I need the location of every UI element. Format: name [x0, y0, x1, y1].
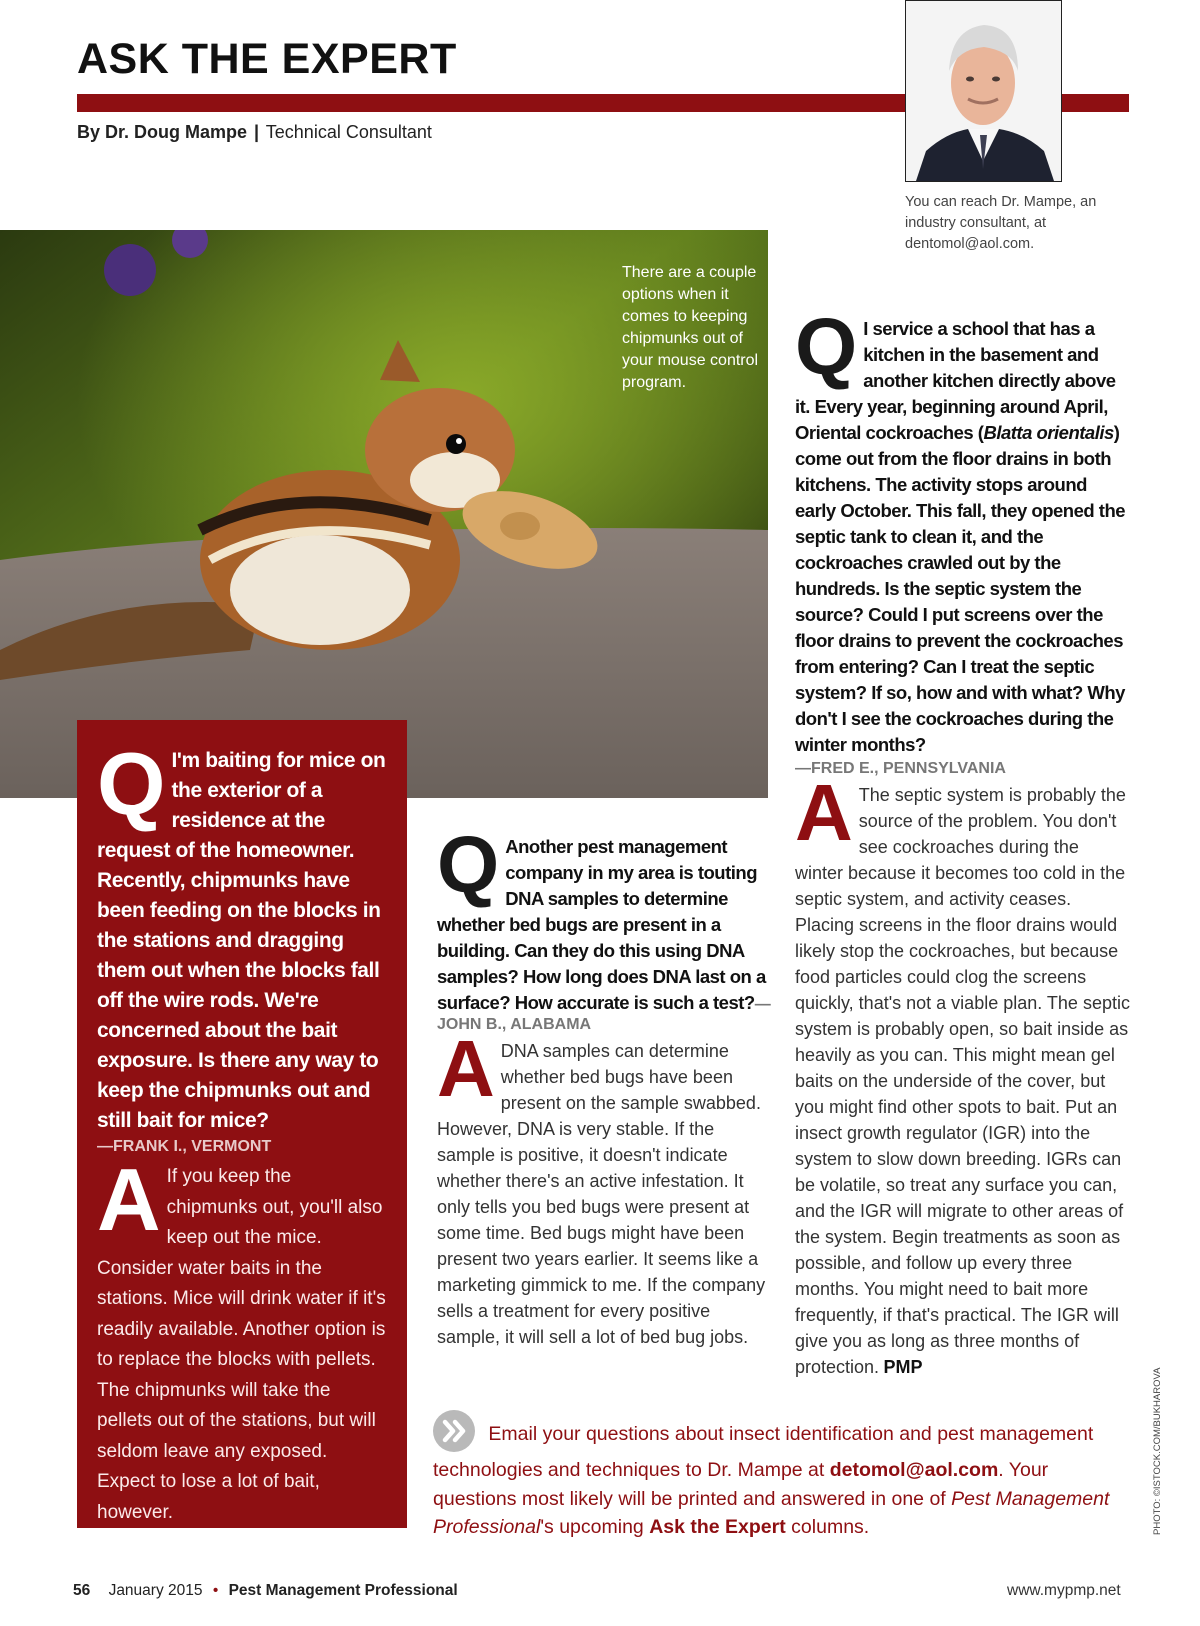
byline-separator: | — [254, 122, 260, 142]
question-1 — [97, 734, 387, 1136]
answer-2 — [437, 1024, 773, 1350]
species-name: Blatta orientalis — [983, 422, 1114, 443]
portrait-caption: You can reach Dr. Mampe, an industry consultant, at dentomol@aol.com. — [905, 194, 1097, 252]
q-dropcap: Q — [795, 302, 858, 391]
question-box-1 — [77, 720, 407, 1528]
question-text: Another pest management company in my area is touting DNA samples to determine whether bed bugs are present in a building. Can they do this using DNA samples? How long does DNA last on a surface? How accurate is such a test? — [437, 836, 766, 1013]
question-attribution: —FRANK I., VERMONT — [97, 1138, 272, 1155]
callout-publication: Pest Management Professional — [433, 1487, 1110, 1538]
publication-name: Pest Management Professional — [228, 1582, 458, 1599]
byline-author: By Dr. Doug Mampe — [77, 122, 248, 142]
question-attribution: —JOHN B., ALABAMA — [437, 996, 771, 1033]
a-dropcap: A — [795, 768, 853, 857]
question-3 — [795, 302, 1131, 758]
callout-text-1: Email your questions about insect identification and pest management technologies and techniques to Dr. Mampe at — [433, 1423, 1094, 1481]
q-dropcap: Q — [97, 734, 166, 833]
byline-role: Technical Consultant — [265, 122, 432, 142]
author-portrait — [905, 0, 1062, 182]
footer-url[interactable]: www.mypmp.net — [1007, 1582, 1121, 1599]
photo-caption: There are a couple options when it comes to keeping chipmunks out of your mouse control program. — [622, 264, 759, 391]
page-title: ASK THE EXPERT — [77, 35, 457, 83]
question-2 — [437, 820, 773, 1034]
answer-text: DNA samples can determine whether bed bugs have been present on the sample swabbed. However, DNA is very stable. If the sample is positive, it doesn't indicate whether there's an active infestation. It only tells you bed bugs were present at some time. Bed bugs might have been present two years earlier. It seems like a marketing gimmick to me. If the company sells a treatment for every positive sample, it will sell a lot of bed bug jobs. — [437, 1041, 766, 1347]
callout-text-4: columns. — [791, 1516, 870, 1538]
a-dropcap: A — [437, 1024, 495, 1113]
question-text-part2: ) come out from the floor drains in both kitchens. The activity stops around early October. This fall, they opened the septic tank to clean it, and the cockroaches crawled out by the hundreds. Is the septic system the source? Could I put screens over the floor drains to prevent the cockroaches from entering? Can I treat the septic system? If so, how and with what? Why don't I see the cockroaches during the winter months? — [795, 422, 1126, 755]
question-block-3 — [795, 302, 1131, 1380]
answer-1 — [97, 1150, 387, 1528]
question-block-2 — [437, 820, 773, 1350]
author-portrait-image — [906, 1, 1061, 181]
a-dropcap: A — [97, 1150, 161, 1249]
issue-date: January 2015 — [108, 1582, 203, 1599]
double-chevron-icon — [433, 1410, 475, 1452]
question-attribution: —FRED E., PENNSYLVANIA — [795, 760, 1006, 777]
footer-folio — [73, 1582, 458, 1600]
answer-text: If you keep the chipmunks out, you'll also keep out the mice. Consider water baits in the stations. Mice will drink water if it's readily available. Another option is to replace the blocks with pellets. The chipmunks will take the pellets out of the stations, but will seldom leave any exposed. Expect to lose a lot of bait, however. — [97, 1166, 386, 1523]
photo-credit: PHOTO: ©ISTOCK.COM/BUKHAROVA — [1152, 1367, 1163, 1535]
email-callout — [433, 1414, 1133, 1542]
callout-column-name: Ask the Expert — [649, 1516, 786, 1538]
question-text: I'm baiting for mice on the exterior of a residence at the request of the homeowner. Recently, chipmunks have been feeding on the blocks in the stations and dragging them out when the blocks fall off the wire rods. We're concerned about the bait exposure. Is there any way to keep the chipmunks out and still bait for mice? — [97, 749, 386, 1132]
page-number: 56 — [73, 1582, 91, 1599]
byline — [77, 122, 432, 143]
answer-text: The septic system is probably the source of the problem. You don't see cockroaches during the winter because it becomes too cold in the septic system, and activity ceases. Placing screens in the floor drains would likely stop the cockroaches, but because food particles could clog the screens quickly, that's not a viable plan. The septic system is probably open, so bait inside as heavily as you can. This might mean gel baits on the underside of the cover, but you might find other spots to bait. Put an insect growth regulator (IGR) into the system to slow down breeding. IGRs can be volatile, so treat any surface you can, and the IGR will migrate to other areas of the system. Begin treatments as soon as possible, and follow up every three months. You might need to bait more frequently, if that's practical. The IGR will give you as long as three months of protection. — [795, 785, 1130, 1377]
question-text-part1: I service a school that has a kitchen in the basement and another kitchen directly above it. Every year, beginning around April, Oriental cockroaches ( — [795, 318, 1116, 443]
callout-email-link[interactable]: detomol@aol.com — [829, 1459, 999, 1481]
callout-text-3: 's upcoming — [540, 1516, 644, 1538]
q-dropcap: Q — [437, 820, 500, 909]
pmp-signoff: PMP — [883, 1357, 923, 1377]
callout-text-2: . Your questions most likely will be printed and answered in one of — [433, 1459, 1049, 1510]
footer-bullet: • — [212, 1582, 219, 1599]
